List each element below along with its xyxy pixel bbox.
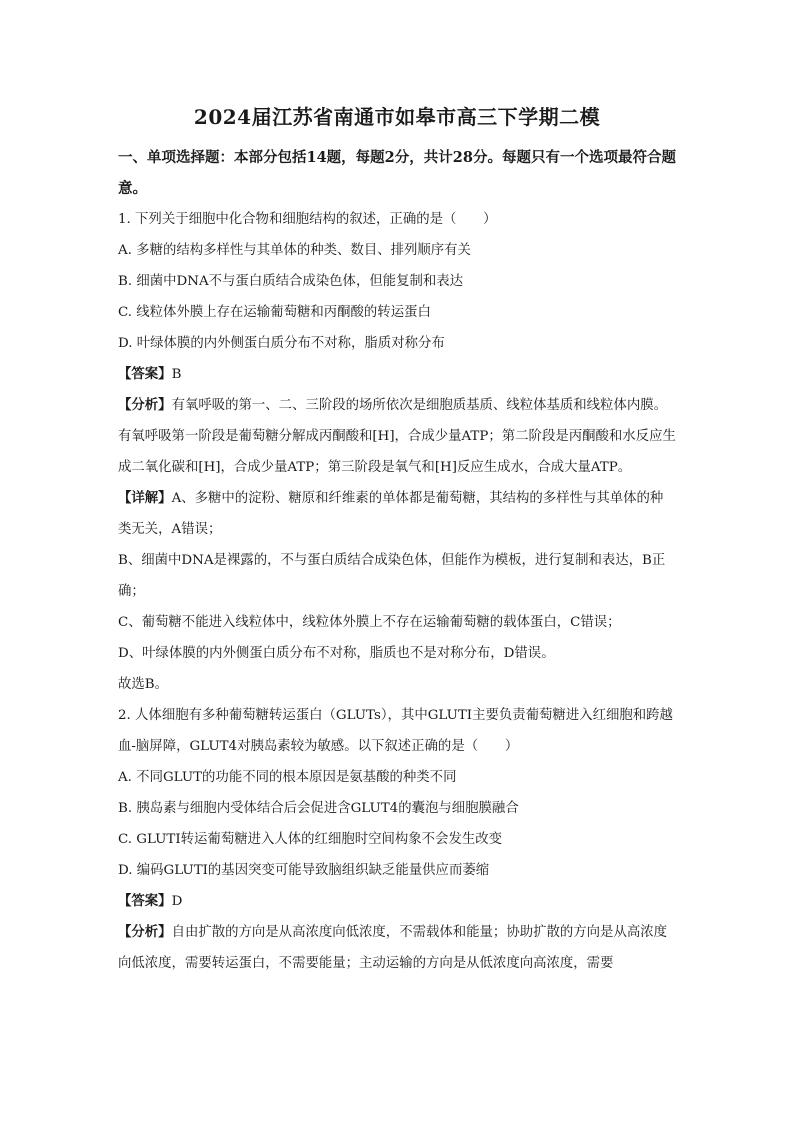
section-heading: 一、单项选择题：本部分包括14题，每题2分，共计28分。每题只有一个选项最符合题意。	[118, 149, 676, 197]
analysis-tag: 【分析】	[118, 397, 172, 413]
question-2-answer	[118, 886, 676, 917]
analysis-text: 有氧呼吸的第一、二、三阶段的场所依次是细胞质基质、线粒体基质和线粒体内膜。有氧呼吸第一阶段是葡萄糖分解成丙酮酸和[H]，合成少量ATP；第二阶段是丙酮酸和水反应生成二氧化碳和[H]，合成少量ATP；第三阶段是氧气和[H]反应生成水，合成大量ATP。	[118, 398, 676, 475]
question-2-option-a: A. 不同GLUT的功能不同的根本原因是氨基酸的种类不同	[118, 770, 457, 785]
answer-value: B	[171, 367, 182, 382]
analysis-tag: 【分析】	[118, 924, 172, 940]
question-2-analysis	[118, 917, 676, 979]
question-1-detail-a	[118, 483, 676, 545]
question-2-option-b: B. 胰岛素与细胞内受体结合后会促进含GLUT4的囊泡与细胞膜融合	[118, 801, 519, 816]
question-2-stem: 2. 人体细胞有多种葡萄糖转运蛋白（GLUTs），其中GLUTI主要负责葡萄糖进入红细胞和跨越血-脑屏障，GLUT4对胰岛素较为敏感。以下叙述正确的是（ ）	[118, 708, 673, 754]
detail-text: A、多糖中的淀粉、糖原和纤维素的单体都是葡萄糖，其结构的多样性与其单体的种类无关，A错误；	[118, 491, 664, 537]
analysis-text: 自由扩散的方向是从高浓度向低浓度，不需载体和能量；协助扩散的方向是从高浓度向低浓度，需要转运蛋白，不需要能量；主动运输的方向是从低浓度向高浓度，需要	[118, 925, 668, 971]
answer-value: D	[171, 894, 183, 909]
question-1-stem: 1. 下列关于细胞中化合物和细胞结构的叙述，正确的是（ ）	[118, 212, 497, 227]
question-1-option-d: D. 叶绿体膜的内外侧蛋白质分布不对称，脂质对称分布	[118, 336, 445, 351]
question-1-option-b: B. 细菌中DNA不与蛋白质结合成染色体，但能复制和表达	[118, 274, 464, 289]
question-1-detail-b: B、细菌中DNA是裸露的，不与蛋白质结合成染色体，但能作为模板，进行复制和表达，B正确；	[118, 553, 666, 599]
question-1-option-c: C. 线粒体外膜上存在运输葡萄糖和丙酮酸的转运蛋白	[118, 305, 431, 320]
answer-tag: 【答案】	[118, 893, 172, 909]
detail-tag: 【详解】	[118, 490, 172, 506]
question-1-analysis	[118, 390, 676, 483]
document-title: 2024届江苏省南通市如皋市高三下学期二模	[193, 105, 601, 129]
question-1-detail-d: D、叶绿体膜的内外侧蛋白质分布不对称，脂质也不是对称分布，D错误。	[118, 646, 555, 661]
answer-tag: 【答案】	[118, 366, 172, 382]
question-1-detail-c: C、葡萄糖不能进入线粒体中，线粒体外膜上不存在运输葡萄糖的载体蛋白，C错误；	[118, 615, 621, 630]
question-2-option-c: C. GLUTI转运葡萄糖进入人体的红细胞时空间构象不会发生改变	[118, 832, 503, 847]
question-1-answer	[118, 359, 676, 390]
question-1-option-a: A. 多糖的结构多样性与其单体的种类、数目、排列顺序有关	[118, 243, 471, 258]
question-1-conclusion: 故选B。	[118, 677, 169, 692]
question-2-option-d: D. 编码GLUTI的基因突变可能导致脑组织缺乏能量供应而萎缩	[118, 863, 490, 878]
